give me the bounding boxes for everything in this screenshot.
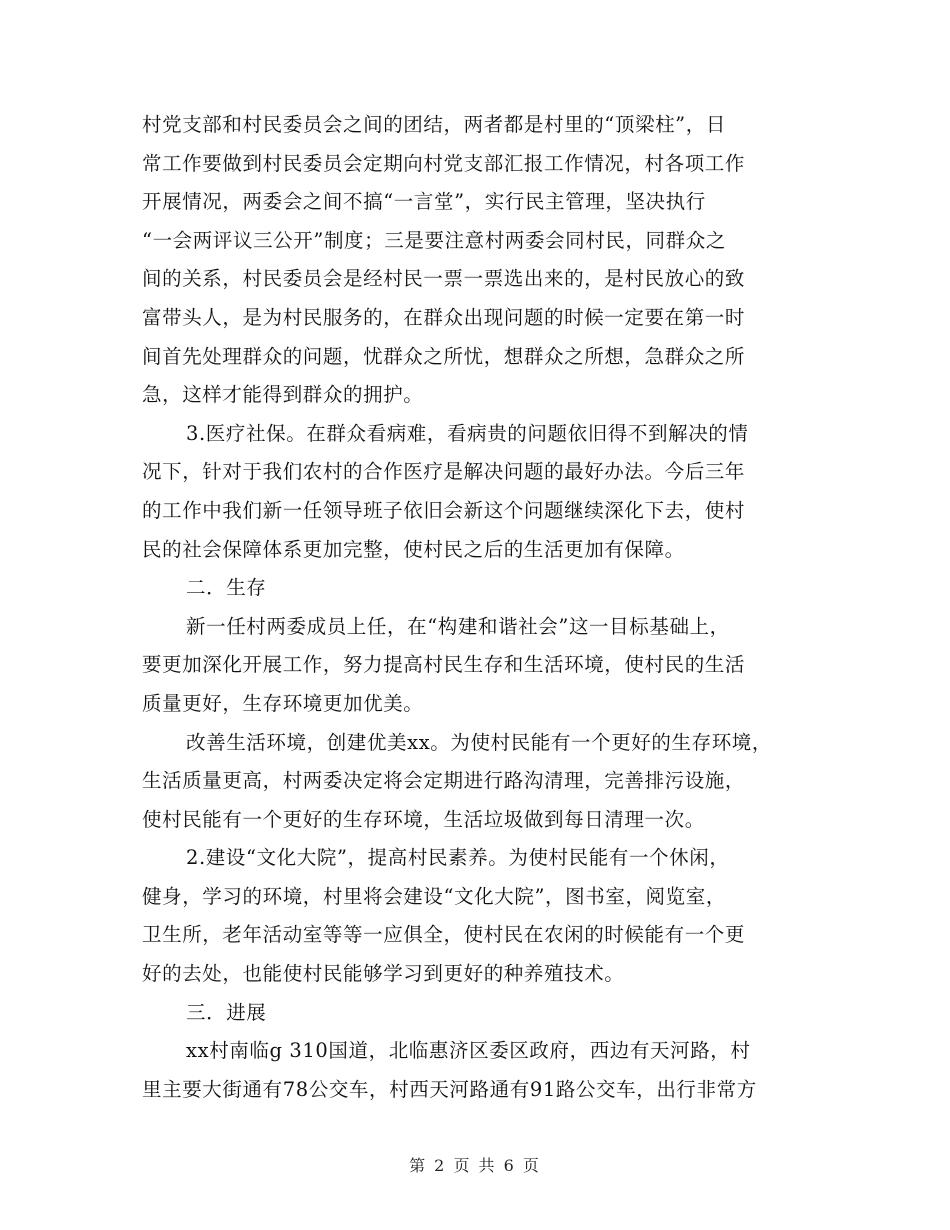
text-line: 况下，针对于我们农村的合作医疗是解决问题的最好办法。今后三年: [142, 460, 746, 484]
text-line: 富带头人，是为村民服务的，在群众出现问题的时候一定要在第一时: [142, 305, 746, 329]
text-line: 质量更好，生存环境更加优美。: [142, 691, 424, 715]
section-heading: 三．进展: [186, 1000, 267, 1024]
text-line: 要更加深化开展工作，努力提高村民生存和生活环境，使村民的生活: [142, 653, 746, 677]
text-line: 改善生活环境，创建优美xx。为使村民能有一个更好的生存环境，: [186, 730, 772, 754]
text-line: 的工作中我们新一任领导班子依旧会新这个问题继续深化下去，使村: [142, 498, 746, 522]
text-line: 民的社会保障体系更加完整，使村民之后的生活更加有保障。: [142, 537, 685, 561]
text-line: 急，这样才能得到群众的拥护。: [142, 383, 424, 407]
page-footer: [0, 1153, 950, 1176]
text-line: 间首先处理群众的问题，忧群众之所忧，想群众之所想，急群众之所: [142, 344, 746, 368]
text-line: 新一任村两委成员上任，在“构建和谐社会”这一目标基础上，: [186, 614, 730, 638]
text-line: 生活质量更高，村两委决定将会定期进行路沟清理，完善排污设施，: [142, 769, 746, 793]
text-line: 里主要大街通有78公交车，村西天河路通有91路公交车，出行非常方: [142, 1077, 757, 1101]
text-line: 使村民能有一个更好的生存环境，生活垃圾做到每日清理一次。: [142, 807, 705, 831]
text-line: xx村南临g 310国道，北临惠济区委区政府，西边有天河路，村: [186, 1039, 751, 1063]
page-number: 第 2 页 共 6 页: [409, 1156, 541, 1175]
text-line: “一会两评议三公开”制度；三是要注意村两委会同村民，同群众之: [142, 228, 726, 252]
text-line: 常工作要做到村民委员会定期向村党支部汇报工作情况，村各项工作: [142, 151, 746, 175]
text-line: 卫生所，老年活动室等等一应俱全，使村民在农闲的时候能有一个更: [142, 923, 746, 947]
text-line: 开展情况，两委会之间不搞“一言堂”，实行民主管理，坚决执行: [142, 190, 706, 214]
text-line: 健身，学习的环境，村里将会建设“文化大院”，图书室，阅览室，: [142, 884, 726, 908]
text-line: 间的关系，村民委员会是经村民一票一票选出来的，是村民放心的致: [142, 267, 746, 291]
document-body: [142, 106, 810, 1109]
text-line: 村党支部和村民委员会之间的团结，两者都是村里的“顶梁柱”，日: [142, 113, 726, 136]
text-line: 好的去处，也能使村民能够学习到更好的种养殖技术。: [142, 962, 625, 986]
text-line: 2.建设“文化大院”，提高村民素养。为使村民能有一个休闲，: [186, 846, 730, 870]
section-heading: 二．生存: [186, 576, 267, 600]
text-line: 3.医疗社保。在群众看病难，看病贵的问题依旧得不到解决的情: [186, 421, 749, 445]
